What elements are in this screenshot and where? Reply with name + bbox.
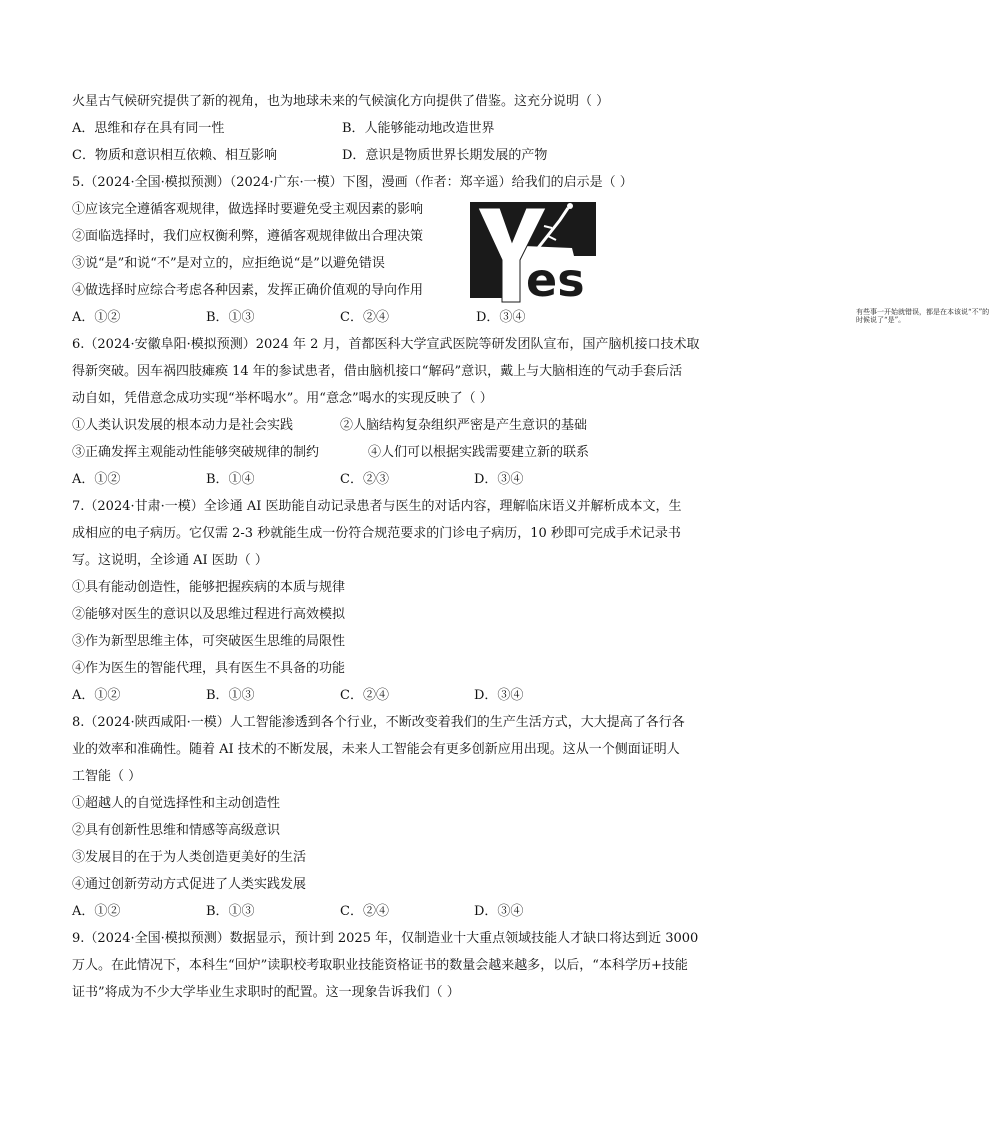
q5-item-2: ②面临选择时，我们应权衡利弊，遵循客观规律做出合理决策 bbox=[72, 229, 424, 244]
q6-option-d[interactable]: D．③④ bbox=[474, 472, 524, 487]
q5-option-a[interactable]: A．①② bbox=[72, 310, 121, 325]
q4-stem-tail: 火星古气候研究提供了新的视角，也为地球未来的气候演化方向提供了借鉴。这充分说明（ ） bbox=[72, 94, 610, 109]
q5-body bbox=[72, 196, 990, 331]
q8-stem-line-3: 工智能（ ） bbox=[72, 769, 142, 784]
q9-stem-line-2: 万人。在此情况下，本科生“回炉”读职校考取职业技能资格证书的数量会越来越多，以后，“本科学历+技能 bbox=[72, 958, 688, 973]
q4-option-d[interactable]: D．意识是物质世界长期发展的产物 bbox=[342, 148, 548, 163]
q7-option-a[interactable]: A．①② bbox=[72, 688, 121, 703]
q7-option-b[interactable]: B．①③ bbox=[206, 688, 255, 703]
cartoon-illustration bbox=[464, 198, 602, 308]
q8-item-1: ①超越人的自觉选择性和主动创造性 bbox=[72, 796, 281, 811]
q4-option-a[interactable]: A．思维和存在具有同一性 bbox=[72, 121, 225, 136]
q8-option-b[interactable]: B．①③ bbox=[206, 904, 255, 919]
q5-option-b[interactable]: B．①③ bbox=[206, 310, 255, 325]
q6-item-2: ②人脑结构复杂组织严密是产生意识的基础 bbox=[340, 418, 588, 433]
q9-stem-line-1: 9.（2024·全国·模拟预测）数据显示，预计到 2025 年，仅制造业十大重点领域技能人才缺口将达到近 3000 bbox=[72, 931, 699, 946]
cartoon-word: es bbox=[526, 253, 585, 307]
q5-option-d-label[interactable]: D．③④ bbox=[476, 304, 525, 331]
q8-item-3: ③发展目的在于为人类创造更美好的生活 bbox=[72, 850, 307, 865]
q8-options bbox=[72, 898, 728, 925]
q5-item-3: ③说“是”和说“不”是对立的，应拒绝说“是”以避免错误 bbox=[72, 256, 385, 271]
q5-option-c[interactable]: C．②④ bbox=[340, 310, 389, 325]
q7-stem-line-2: 成相应的电子病历。它仅需 2-3 秒就能生成一份符合规范要求的门诊电子病历，10 秒即可完成手术记录书 bbox=[72, 526, 681, 541]
q8-item-2: ②具有创新性思维和情感等高级意识 bbox=[72, 823, 281, 838]
q7-item-2: ②能够对医生的意识以及思维过程进行高效模拟 bbox=[72, 607, 346, 622]
q7-item-4: ④作为医生的智能代理，具有医生不具备的功能 bbox=[72, 661, 346, 676]
q4-option-c[interactable]: C．物质和意识相互依赖、相互影响 bbox=[72, 148, 277, 163]
q6-option-b[interactable]: B．①④ bbox=[206, 472, 255, 487]
q8-item-4: ④通过创新劳动方式促进了人类实践发展 bbox=[72, 877, 307, 892]
q9-stem-line-3: 证书”将成为不少大学毕业生求职时的配置。这一现象告诉我们（ ） bbox=[72, 985, 460, 1000]
q7-option-d[interactable]: D．③④ bbox=[474, 688, 524, 703]
q5-item-4: ④做选择时应综合考虑各种因素，发挥正确价值观的导向作用 bbox=[72, 283, 424, 298]
q4-options-row-1 bbox=[72, 115, 728, 142]
q5-stem: 5.（2024·全国·模拟预测）（2024·广东·一模）下图，漫画（作者：郑辛遥）给我们的启示是（ ） bbox=[72, 175, 633, 190]
q7-option-c[interactable]: C．②④ bbox=[340, 688, 389, 703]
q5-cartoon-caption: 有些事一开始就错误，都是在本该说“不”的时候说了“是”。 bbox=[856, 308, 990, 324]
q5-item-1: ①应该完全遵循客观规律，做选择时要避免受主观因素的影响 bbox=[72, 202, 424, 217]
q6-stem-line-2: 得新突破。因车祸四肢瘫痪 14 年的参试患者，借由脑机接口“解码”意识，戴上与大脑相连的气动手套后活 bbox=[72, 364, 683, 379]
q7-stem-line-3: 写。这说明，全诊通 AI 医助（ ） bbox=[72, 553, 268, 568]
q4-options-row-2 bbox=[72, 142, 728, 169]
exam-page bbox=[72, 88, 990, 1006]
q7-item-1: ①具有能动创造性，能够把握疾病的本质与规律 bbox=[72, 580, 346, 595]
q5-options bbox=[72, 304, 728, 331]
q6-items-row-1 bbox=[72, 412, 728, 439]
q7-options bbox=[72, 682, 728, 709]
q8-option-a[interactable]: A．①② bbox=[72, 904, 121, 919]
q6-item-4: ④人们可以根据实践需要建立新的联系 bbox=[368, 445, 590, 460]
q8-stem-line-1: 8.（2024·陕西咸阳·一模）人工智能渗透到各个行业，不断改变着我们的生产生活方式，大大提高了各行各 bbox=[72, 715, 685, 730]
q6-item-1: ①人类认识发展的根本动力是社会实践 bbox=[72, 418, 294, 433]
q4-option-b[interactable]: B．人能够能动地改造世界 bbox=[342, 121, 495, 136]
q6-items-row-2 bbox=[72, 439, 728, 466]
q6-option-a[interactable]: A．①② bbox=[72, 472, 121, 487]
q8-option-d[interactable]: D．③④ bbox=[474, 904, 524, 919]
q8-stem-line-2: 业的效率和准确性。随着 AI 技术的不断发展，未来人工智能会有更多创新应用出现。这从一个侧面证明人 bbox=[72, 742, 680, 757]
q6-item-3: ③正确发挥主观能动性能够突破规律的制约 bbox=[72, 445, 320, 460]
q6-options bbox=[72, 466, 728, 493]
q8-option-c[interactable]: C．②④ bbox=[340, 904, 389, 919]
q6-stem-line-3: 动自如，凭借意念成功实现“举杯喝水”。用“意念”喝水的实现反映了（ ） bbox=[72, 391, 493, 406]
q6-stem-line-1: 6.（2024·安徽阜阳·模拟预测）2024 年 2 月，首都医科大学宣武医院等研发团队宣布，国产脑机接口技术取 bbox=[72, 337, 700, 352]
q6-option-c[interactable]: C．②③ bbox=[340, 472, 389, 487]
q7-stem-line-1: 7.（2024·甘肃·一模）全诊通 AI 医助能自动记录患者与医生的对话内容，理解临床语义并解析成本文，生 bbox=[72, 499, 682, 514]
q7-item-3: ③作为新型思维主体，可突破医生思维的局限性 bbox=[72, 634, 346, 649]
